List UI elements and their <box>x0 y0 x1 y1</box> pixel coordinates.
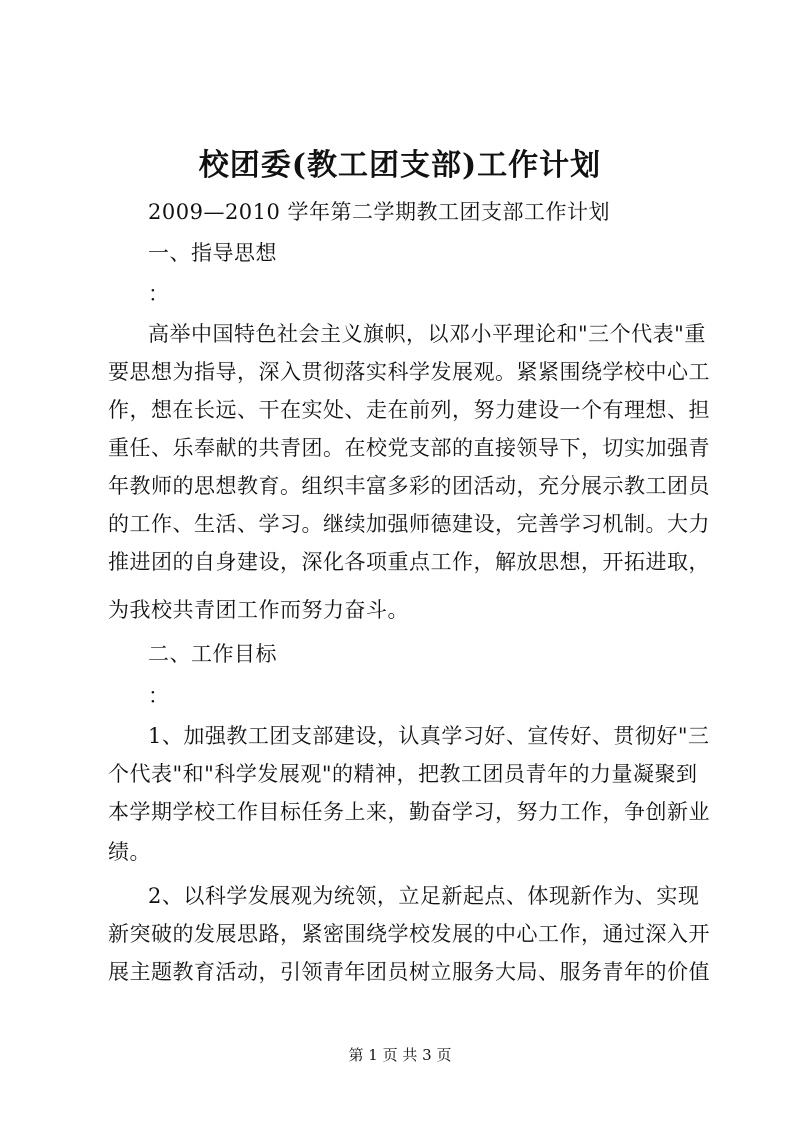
paragraph-line: 个代表"和"科学发展观"的精神，把教工团员青年的力量凝聚到 <box>108 762 698 786</box>
document-subtitle: 2009—2010 学年第二学期教工团支部工作计划 <box>148 200 611 224</box>
paragraph-line: 高举中国特色社会主义旗帜，以邓小平理论和"三个代表"重 <box>148 322 706 346</box>
paragraph-line: 年教师的思想教育。组织丰富多彩的团活动，充分展示教工团员 <box>108 474 710 498</box>
paragraph-line: 重任、乐奉献的共青团。在校党支部的直接领导下，切实加强青 <box>108 436 710 460</box>
paragraph-line: 的工作、生活、学习。继续加强师德建设，完善学习机制。大力 <box>108 512 710 536</box>
document-title: 校团委(教工团支部)工作计划 <box>198 148 602 183</box>
paragraph-line: 2、以科学发展观为统领，立足新起点、体现新作为、实现 <box>148 884 700 908</box>
section-heading-guiding-thought: 一、指导思想 <box>148 241 277 265</box>
paragraph-line: 展主题教育活动，引领青年团员树立服务大局、服务青年的价值 <box>108 960 710 984</box>
page-number-footer: 第 1 页 共 3 页 <box>348 1046 452 1064</box>
paragraph-line: 作，想在长远、干在实处、走在前列，努力建设一个有理想、担 <box>108 398 710 422</box>
section-heading-work-goals: 二、工作目标 <box>148 642 277 666</box>
section-colon: ： <box>148 282 170 306</box>
paragraph-line: 为我校共青团工作而努力奋斗。 <box>108 598 409 622</box>
paragraph-line: 1、加强教工团支部建设，认真学习好、宣传好、贯彻好"三 <box>148 724 710 748</box>
section-colon: ： <box>148 684 170 708</box>
paragraph-line: 推进团的自身建设，深化各项重点工作，解放思想，开拓进取， <box>108 550 710 574</box>
paragraph-line: 本学期学校工作目标任务上来，勤奋学习，努力工作，争创新业 <box>108 800 710 824</box>
paragraph-line: 要思想为指导，深入贯彻落实科学发展观。紧紧围绕学校中心工 <box>108 360 710 384</box>
paragraph-line: 绩。 <box>108 840 151 864</box>
paragraph-line: 新突破的发展思路，紧密围绕学校发展的中心工作，通过深入开 <box>108 922 710 946</box>
